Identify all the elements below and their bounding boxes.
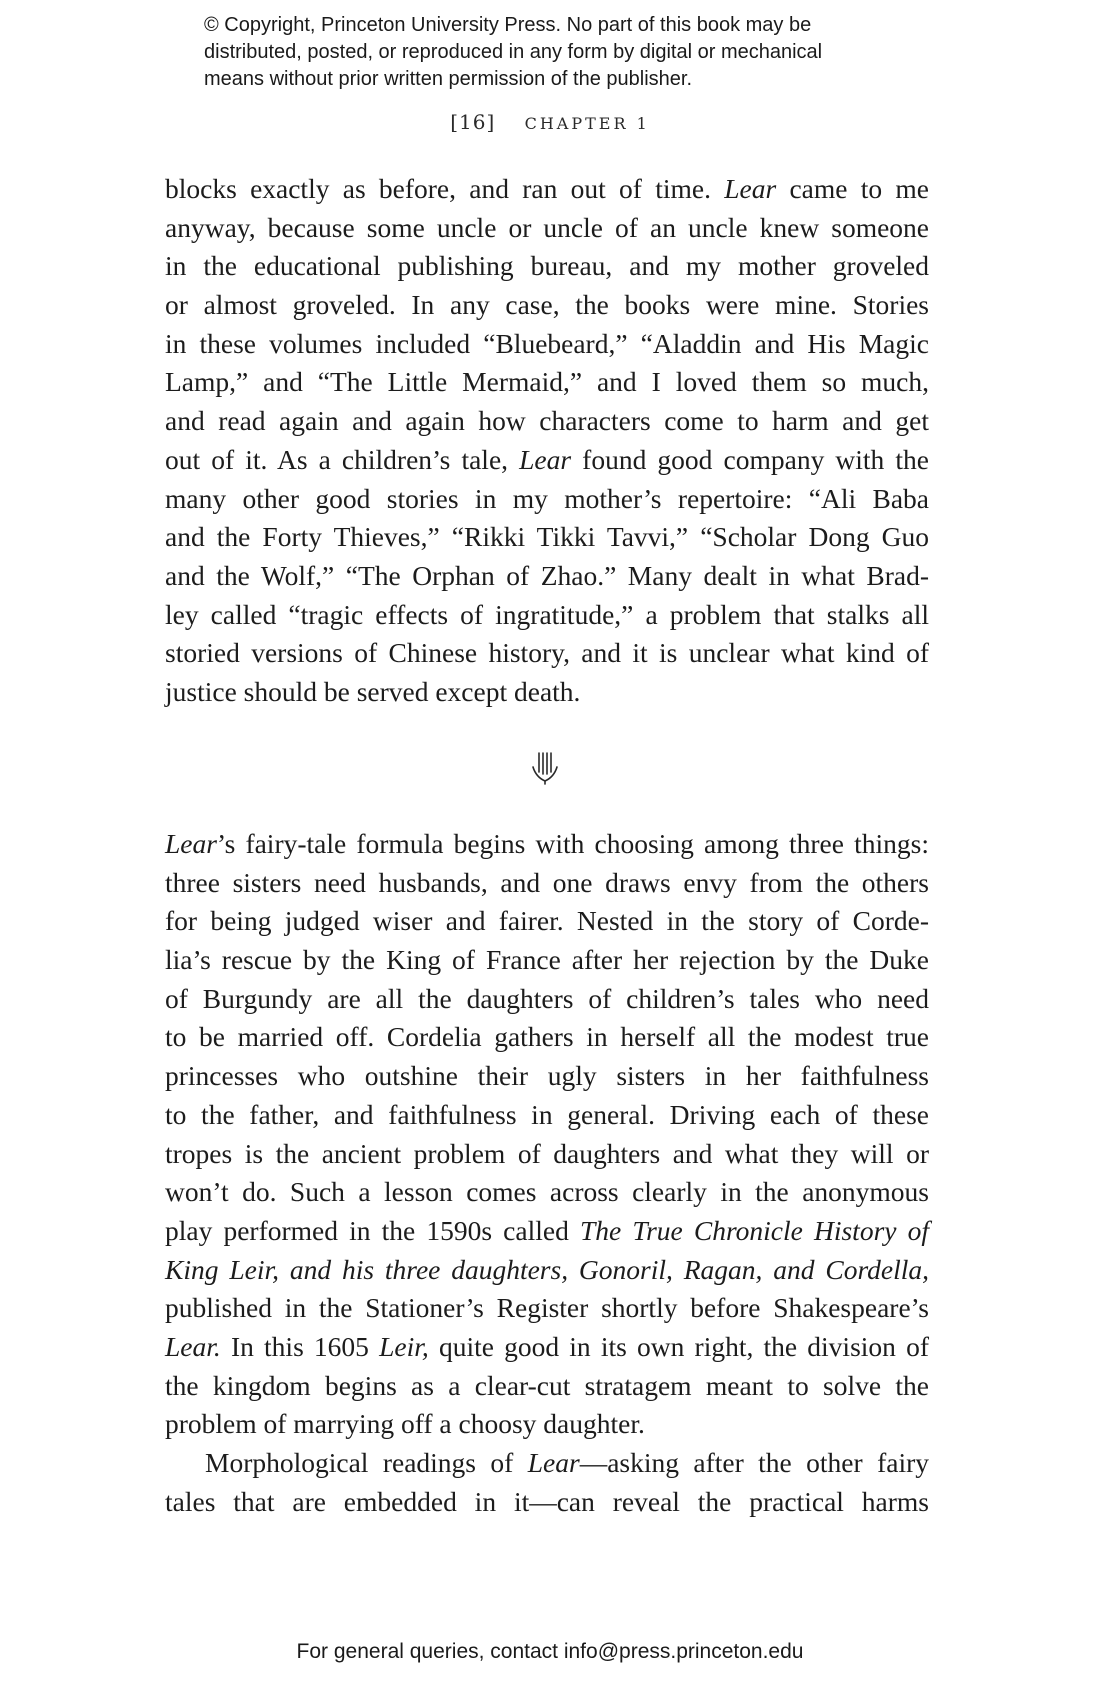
copyright-line: means without prior written permission of the publisher. xyxy=(204,68,693,90)
text-line: many other good stories in my mother’s repertoire: “Ali Baba xyxy=(165,482,929,514)
text-line: out of it. As a children’s tale, Lear found good company with the xyxy=(165,443,929,475)
text-line: Lamp,” and “The Little Mermaid,” and I loved them so much, xyxy=(165,366,929,398)
footer-contact: For general queries, contact info@press.princeton.edu xyxy=(296,1640,804,1663)
copyright-line: © Copyright, Princeton University Press. No part of this book may be xyxy=(204,14,812,36)
text-line: for being judged wiser and fairer. Nested in the story of Corde- xyxy=(165,905,929,937)
text-line: Morphological readings of Lear—asking after the other fairy xyxy=(205,1447,929,1478)
text-line: lia’s rescue by the King of France after her rejection by the Duke xyxy=(165,944,929,976)
text-line: and the Wolf,” “The Orphan of Zhao.” Many dealt in what Brad- xyxy=(165,559,929,591)
text-line: published in the Stationer’s Register shortly before Shakespeare’s xyxy=(165,1292,929,1324)
text-line: princesses who outshine their ugly sisters in her faithfulness xyxy=(165,1060,929,1092)
text-line: and read again and again how characters come to harm and get xyxy=(165,405,929,437)
text-line: storied versions of Chinese history, and it is unclear what kind of xyxy=(165,637,929,669)
text-line: Lear’s fairy-tale formula begins with choosing among three things: xyxy=(165,828,929,859)
text-line: in the educational publishing bureau, and my mother groveled xyxy=(165,250,929,282)
text-line: to the father, and faithfulness in general. Driving each of these xyxy=(165,1098,929,1130)
text-line: to be married off. Cordelia gathers in herself all the modest true xyxy=(165,1021,929,1053)
section-break-ornament-icon xyxy=(530,750,560,786)
text-line: the kingdom begins as a clear-cut stratagem meant to solve the xyxy=(165,1369,929,1401)
text-line: in these volumes included “Bluebeard,” “Aladdin and His Magic xyxy=(165,327,929,359)
paragraph-1 xyxy=(165,170,929,712)
text-line: tropes is the ancient problem of daughters and what they will or xyxy=(165,1137,929,1169)
text-line: of Burgundy are all the daughters of children’s tales who need xyxy=(165,982,929,1014)
text-line: three sisters need husbands, and one draws envy from the others xyxy=(165,866,929,898)
chapter-label: CHAPTER 1 xyxy=(524,114,650,133)
text-line: justice should be served except death. xyxy=(165,675,581,707)
text-line: problem of marrying off a choosy daughter. xyxy=(165,1408,645,1440)
text-line: play performed in the 1590s called The True Chronicle History of xyxy=(165,1214,929,1246)
copyright-line: distributed, posted, or reproduced in any form by digital or mechanical xyxy=(204,41,823,63)
text-line: won’t do. Such a lesson comes across clearly in the anonymous xyxy=(165,1176,929,1208)
paragraph-2 xyxy=(165,825,929,1521)
copyright-notice xyxy=(204,12,924,93)
text-line: King Leir, and his three daughters, Gonoril, Ragan, and Cordella, xyxy=(165,1253,929,1285)
running-head xyxy=(0,110,1100,134)
text-line: tales that are embedded in it—can reveal the practical harms xyxy=(165,1485,929,1517)
text-line: anyway, because some uncle or uncle of an uncle knew someone xyxy=(165,211,929,243)
text-line: ley called “tragic effects of ingratitude,” a problem that stalks all xyxy=(165,598,929,630)
text-line: Lear. In this 1605 Leir, quite good in its own right, the division of xyxy=(165,1330,929,1362)
text-line: and the Forty Thieves,” “Rikki Tikki Tavvi,” “Scholar Dong Guo xyxy=(165,521,929,553)
text-line: blocks exactly as before, and ran out of time. Lear came to me xyxy=(165,173,930,204)
text-line: or almost groveled. In any case, the books were mine. Stories xyxy=(165,289,929,321)
page-number: [16] xyxy=(450,110,496,134)
